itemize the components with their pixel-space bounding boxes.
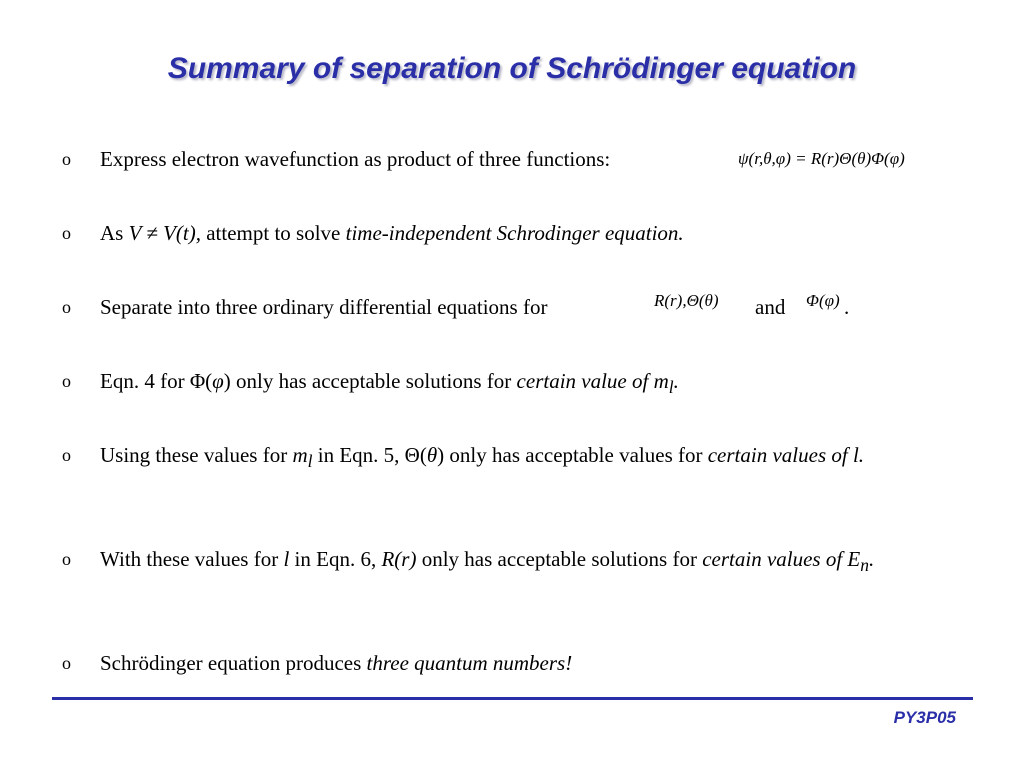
- bullet-marker: o: [62, 549, 71, 569]
- bullet-marker: o: [62, 653, 71, 673]
- bullet-marker: o: [62, 223, 71, 243]
- bullet-text: [100, 366, 940, 402]
- bullet-text-italic: .: [869, 547, 875, 571]
- bullet-text-part: and: [755, 295, 786, 319]
- bullet-text-italic: certain value of m: [516, 369, 669, 393]
- bullet-text-part: As: [100, 221, 129, 245]
- bullet-marker: o: [62, 297, 71, 317]
- azimuthal-equation: Φ(φ): [806, 291, 840, 310]
- bullet-marker: o: [62, 445, 71, 465]
- bullet-text-part: in Eqn. 6,: [289, 547, 382, 571]
- bullet-text-italic: three quantum numbers!: [366, 651, 573, 675]
- bullet-text-italic: l: [283, 547, 290, 571]
- bullet-text-part: ) only has acceptable values for: [437, 443, 708, 467]
- subscript-l: l: [668, 377, 674, 398]
- bullet-text-italic: time-independent Schrodinger equation.: [345, 221, 684, 245]
- bullet-text-italic: θ: [426, 443, 438, 467]
- bullet-text-italic: .: [673, 369, 679, 393]
- wavefunction-equation: ψ(r,θ,φ) = R(r)Θ(θ)Φ(φ): [738, 149, 905, 168]
- bullet-text: [100, 440, 940, 476]
- bullet-text-italic: m: [292, 443, 308, 467]
- bullet-text-italic: R(r): [381, 547, 417, 571]
- radial-polar-equation: R(r),Θ(θ): [654, 291, 719, 310]
- bullet-marker: o: [62, 371, 71, 391]
- bullet-text-part: only has acceptable solutions for: [416, 547, 703, 571]
- bullet-text-italic: certain values of l.: [707, 443, 865, 467]
- bullet-text-part: ) only has acceptable solutions for: [223, 369, 517, 393]
- bullet-text-italic: certain values of E: [702, 547, 861, 571]
- bullet-text-part: Schrödinger equation produces: [100, 651, 367, 675]
- bullet-text-part: Separate into three ordinary differential equations for: [100, 295, 548, 319]
- course-code: PY3P05: [893, 708, 956, 727]
- slide-title: Summary of separation of Schrödinger equation: [167, 52, 857, 85]
- subscript-n: n: [860, 555, 870, 576]
- bullet-text-italic: φ: [212, 369, 224, 393]
- footer-divider: [52, 697, 973, 700]
- bullet-text-part: With these values for: [100, 547, 284, 571]
- bullet-text: [100, 648, 940, 678]
- bullet-text-part: attempt to solve: [200, 221, 346, 245]
- bullet-text-part: .: [844, 295, 850, 319]
- bullet-marker: o: [62, 149, 71, 169]
- bullet-text-part: Using these values for: [100, 443, 293, 467]
- bullet-text: [100, 218, 940, 248]
- bullet-text-italic: V ≠ V(t),: [128, 221, 201, 245]
- bullet-text-part: in Eqn. 5, Θ(: [312, 443, 427, 467]
- bullet-text-part: Eqn. 4 for Φ(: [100, 369, 213, 393]
- subscript-l: l: [307, 451, 313, 472]
- bullet-text: [100, 544, 940, 580]
- bullet-text-part: Express electron wavefunction as product of three functions:: [100, 147, 611, 171]
